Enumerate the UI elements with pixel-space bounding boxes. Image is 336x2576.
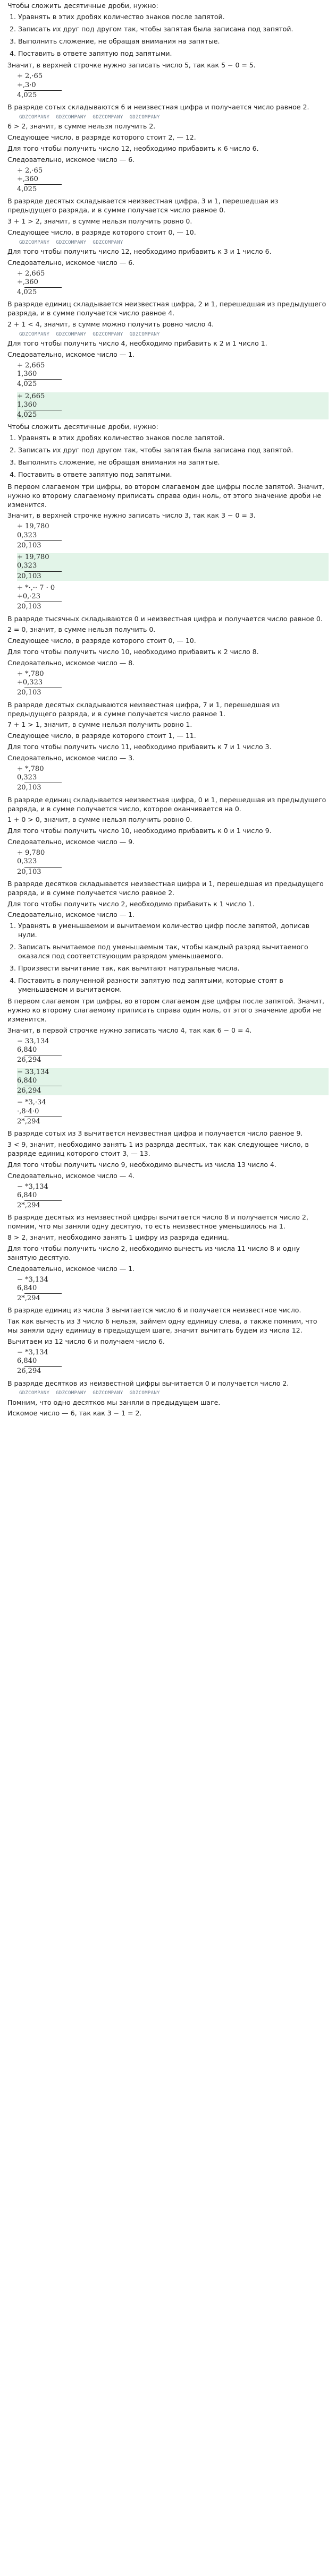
paragraph: Значит, в верхней строчке нужно записать число 3, так как 3 − 0 = 3. <box>7 511 256 520</box>
operand: + *,780 <box>17 669 44 678</box>
result: 26,294 <box>17 1087 41 1095</box>
result: 2*,294 <box>17 1201 40 1210</box>
watermark-row <box>19 114 329 121</box>
paragraph: Для того чтобы получить число 10, необходимо прибавить к 0 и 1 число 9. <box>7 827 272 835</box>
result: 4,025 <box>17 288 37 297</box>
watermark: GDZCOMPANY <box>93 114 123 120</box>
operand: 6,840 <box>17 1357 37 1366</box>
operand: 6,840 <box>17 1284 37 1292</box>
paragraph: Следовательно, искомое число — 9. <box>7 838 135 846</box>
watermark-row <box>19 1390 329 1396</box>
paragraph: Следовательно, искомое число — 8. <box>7 659 135 667</box>
watermark: GDZCOMPANY <box>93 239 123 245</box>
rule-item: 2. Записать вычитаемое под уменьшаемым так, чтобы каждый разряд вычитаемого оказался под соответствующим разрядом уменьшаемого. <box>18 943 329 961</box>
result: 20,103 <box>17 572 41 580</box>
watermark: GDZCOMPANY <box>19 114 50 120</box>
paragraph: В разряде единиц из числа 3 вычитается число 6 и получается неизвестное число. <box>7 1306 301 1315</box>
paragraph: Следующее число, в разряде которого стоит 1, — 11. <box>7 732 196 740</box>
paragraph: Для того чтобы получить число 2, необходимо вычесть из числа 11 число 8 и одну занятую десятую. <box>7 1244 300 1261</box>
rule-item: 4. Поставить в полученной разности запятую под запятыми, которые стоят в уменьшаемом и вычитаемом. <box>18 976 329 994</box>
watermark: GDZCOMPANY <box>19 332 50 338</box>
paragraph: Следовательно, искомое число — 1. <box>7 1264 135 1273</box>
operand: 6,840 <box>17 1046 37 1054</box>
paragraph: Значит, в первой строчке нужно записать число 4, так как 6 − 0 = 4. <box>7 1026 252 1035</box>
paragraph: Следовательно, искомое число — 6. <box>7 155 135 164</box>
operand: +,360 <box>17 175 38 183</box>
column-addition <box>17 72 329 100</box>
title: Чтобы сложить десятичные дроби, нужно: <box>7 2 158 10</box>
paragraph: Для того чтобы получить число 2, необходимо прибавить к 1 число 1. <box>7 899 255 908</box>
paragraph: 7 + 1 > 1, значит, в сумме нельзя получить ровно 1. <box>7 720 192 729</box>
result: 4,025 <box>17 185 37 194</box>
column-addition <box>17 167 329 194</box>
result: 20,103 <box>17 541 41 549</box>
paragraph: Следовательно, искомое число — 1. <box>7 350 135 359</box>
paragraph: Так как вычесть из 3 число 6 нельзя, займем одну единицу слева, а также помним, что мы заняли одну единицу в предыдущем шаге, значит вычитать будем из числа 12. <box>7 1317 317 1335</box>
operand: + 2,665 <box>17 392 45 400</box>
rule-item: 1. Уравнять в уменьшаемом и вычитаемом количество цифр после запятой, дописав нули. <box>18 922 329 940</box>
paragraph: В первом слагаемом три цифры, во втором слагаемом две цифры после запятой. Значит, нужно ко второму слагаемому приписать справа один ноль, от этого значение дроби не изменится. <box>7 997 324 1024</box>
result: 20,103 <box>17 689 41 697</box>
operand: +,360 <box>17 278 38 286</box>
operand: +0,·23 <box>17 593 40 601</box>
paragraph: В разряде десятых из неизвестной цифры вычитается число 8 и получается число 2, помним, что мы заняли одну десятую, то есть неизвестное уменьшилось на 1. <box>7 1213 308 1231</box>
paragraph: Следовательно, искомое число — 3. <box>7 754 135 762</box>
paragraph: В разряде тысячных складываются 0 и неизвестная цифра и получается число равное 0. <box>7 614 323 623</box>
rules-add-list-2 <box>7 434 329 479</box>
operand: + 9,780 <box>17 849 45 857</box>
result: 4,025 <box>17 411 37 419</box>
paragraph: Значит, в верхней строчке нужно записать число 5, так как 5 − 0 = 5. <box>7 61 256 70</box>
result: 20,103 <box>17 868 41 876</box>
watermark: GDZCOMPANY <box>56 332 87 338</box>
rules-add-list <box>7 13 329 58</box>
column-addition <box>17 270 329 297</box>
operand: + 2,665 <box>17 361 45 370</box>
operand: ·,8·4·0 <box>17 1107 39 1115</box>
operand: + 19,780 <box>17 522 49 531</box>
title-2: Чтобы сложить десятичные дроби, нужно: <box>7 423 158 431</box>
watermark: GDZCOMPANY <box>129 114 160 120</box>
column-addition <box>17 670 329 698</box>
paragraph: В разряде единиц складывается неизвестная цифра, 2 и 1, перешедшая из предыдущего разряда, и в сумме получается число равное 4. <box>7 300 326 317</box>
result: 20,103 <box>17 784 41 792</box>
operand: 0,323 <box>17 562 37 570</box>
operand: + *·,·· 7 · 0 <box>17 583 55 592</box>
column-addition <box>17 849 329 877</box>
column-addition <box>17 584 329 612</box>
rule-item: 3. Выполнить сложение, не обращая внимания на запятые. <box>18 37 329 46</box>
column-subtraction-highlighted <box>17 1068 329 1096</box>
paragraph: В первом слагаемом три цифры, во втором слагаемом две цифры после запятой. Значит, нужно ко второму слагаемому приписать справа один ноль, от этого значение дроби не изменится. <box>7 482 324 509</box>
paragraph: Следовательно, искомое число — 1. <box>7 911 135 919</box>
paragraph: 2 + 1 < 4, значит, в сумме можно получить ровно число 4. <box>7 320 214 329</box>
column-subtraction <box>17 1037 329 1065</box>
paragraph: Искомое число — 6, так как 3 − 1 = 2. <box>7 1409 142 1418</box>
column-subtraction <box>17 1276 329 1303</box>
column-subtraction <box>17 1349 329 1376</box>
result: 2*,294 <box>17 1294 40 1303</box>
watermark: GDZCOMPANY <box>56 239 87 245</box>
result: 4,025 <box>17 91 37 99</box>
rule-item: 1. Уравнять в этих дробях количество знаков после запятой. <box>18 13 329 22</box>
paragraph: Для того чтобы получить число 4, необходимо прибавить к 2 и 1 число 1. <box>7 339 267 348</box>
watermark: GDZCOMPANY <box>129 1390 160 1396</box>
rule-item: 1. Уравнять в этих дробях количество знаков после запятой. <box>18 434 329 443</box>
paragraph: В разряде десятков из неизвестной цифры вычитается 0 и получается число 2. <box>7 1379 289 1387</box>
paragraph: Для того чтобы получить число 12, необходимо прибавить к 3 и 1 число 6. <box>7 247 272 255</box>
operand: + *,780 <box>17 765 44 773</box>
paragraph: Следовательно, искомое число — 4. <box>7 1171 135 1180</box>
result: 26,294 <box>17 1367 41 1376</box>
paragraph: 8 > 2, значит, необходимо занять 1 цифру из разряда единиц. <box>7 1233 229 1242</box>
watermark: GDZCOMPANY <box>93 1390 123 1396</box>
watermark-row <box>19 239 329 246</box>
watermark: GDZCOMPANY <box>56 1390 87 1396</box>
operand: 0,323 <box>17 857 37 866</box>
operand: + 19,780 <box>17 553 49 562</box>
operand: 6,840 <box>17 1191 37 1199</box>
column-addition-highlighted <box>17 392 329 420</box>
result: 26,294 <box>17 1056 41 1064</box>
paragraph: Для того чтобы получить число 9, необходимо вычесть из числа 13 число 4. <box>7 1160 276 1169</box>
rule-item: 3. Произвести вычитание так, как вычитают натуральные числа. <box>18 964 329 973</box>
document-page <box>0 2 336 1418</box>
operand: − *3,·34 <box>17 1098 46 1107</box>
result: 20,103 <box>17 603 41 611</box>
operand: − 33,134 <box>17 1068 49 1076</box>
paragraph: В разряде десятков складывается неизвестная цифра и 1, перешедшая из предыдущего разряда, и в сумме получается число равное 2. <box>7 879 324 897</box>
operand: − 33,134 <box>17 1037 49 1045</box>
operand: 0,323 <box>17 774 37 782</box>
rule-item: 3. Выполнить сложение, не обращая внимания на запятые. <box>18 458 329 467</box>
operand: 1,360 <box>17 400 37 409</box>
column-addition <box>17 522 329 550</box>
column-subtraction <box>17 1098 329 1126</box>
watermark: GDZCOMPANY <box>56 114 87 120</box>
paragraph: Следовательно, искомое число — 6. <box>7 258 135 267</box>
rule-item: 2. Записать их друг под другом так, чтобы запятая была записана под запятой. <box>18 25 329 34</box>
paragraph: В разряде сотых из 3 вычитается неизвестная цифра и получается число равное 9. <box>7 1129 303 1138</box>
paragraph: 3 + 1 > 2, значит, в сумме нельзя получить ровно 0. <box>7 217 192 226</box>
rules-sub-list <box>7 922 329 994</box>
paragraph: Для того чтобы получить число 12, необходимо прибавить к 6 число 6. <box>7 144 259 152</box>
paragraph: Помним, что одно десятков мы заняли в предыдущем шаге. <box>7 1398 221 1406</box>
paragraph: В разряде единиц складывается неизвестная цифра, 0 и 1, перешедшая из предыдущего разряда, и в сумме получается число, которое оканчивается на 0. <box>7 795 326 813</box>
paragraph: 6 > 2, значит, в сумме нельзя получить 2. <box>7 122 156 131</box>
watermark: GDZCOMPANY <box>93 332 123 338</box>
paragraph: Для того чтобы получить число 10, необходимо прибавить к 2 число 8. <box>7 648 259 656</box>
paragraph: В разряде десятых складываются неизвестная цифра, 7 и 1, перешедшая из предыдущего разряда, и в сумме получается число равное 1. <box>7 700 280 718</box>
paragraph: Вычитаем из 12 число 6 и получаем число 6. <box>7 1337 165 1345</box>
rule-item: 4. Поставить в ответе запятую под запятыми. <box>18 49 329 58</box>
paragraph: Следующее число, в разряде которого стоит 0, — 10. <box>7 637 196 645</box>
operand: 1,360 <box>17 370 37 379</box>
result: 2*,294 <box>17 1117 40 1126</box>
rule-item: 2. Записать их друг под другом так, чтобы запятая была записана под запятой. <box>18 446 329 455</box>
operand: +,3·0 <box>17 81 36 89</box>
operand: 6,840 <box>17 1076 37 1085</box>
paragraph: 3 < 9, значит, необходимо занять 1 из разряда десятых, так как следующее число, в разряде единиц которого стоит 3, — 13. <box>7 1140 309 1157</box>
watermark-row <box>19 331 329 338</box>
operand: + 2,·65 <box>17 166 43 175</box>
paragraph: 1 + 0 > 0, значит, в сумме нельзя получить ровно 0. <box>7 815 192 824</box>
operand: +0,323 <box>17 679 43 687</box>
column-addition <box>17 765 329 793</box>
operand: 0,323 <box>17 531 37 539</box>
result: 4,025 <box>17 380 37 389</box>
paragraph: В разряде десятых складывается неизвестная цифра, 3 и 1, перешедшая из предыдущего разряда, и в сумме получается число равное 0. <box>7 197 279 214</box>
rule-item: 4. Поставить в ответе запятую под запятыми. <box>18 470 329 479</box>
column-addition-highlighted <box>17 553 329 581</box>
operand: − *3,134 <box>17 1182 48 1191</box>
paragraph: В разряде сотых складываются 6 и неизвестная цифра и получается число равное 2. <box>7 103 309 111</box>
column-addition <box>17 362 329 389</box>
paragraph: Для того чтобы получить число 11, необходимо прибавить к 7 и 1 число 3. <box>7 743 272 751</box>
watermark: GDZCOMPANY <box>19 1390 50 1396</box>
operand: − *3,134 <box>17 1275 48 1284</box>
operand: + 2,·65 <box>17 72 43 81</box>
column-subtraction <box>17 1183 329 1210</box>
operand: − *3,134 <box>17 1348 48 1356</box>
paragraph: 2 = 0, значит, в сумме нельзя получить 0. <box>7 625 156 634</box>
watermark: GDZCOMPANY <box>129 332 160 338</box>
paragraph: Следующее число, в разряде которого стоит 2, — 12. <box>7 133 196 141</box>
operand: + 2,665 <box>17 269 45 278</box>
watermark: GDZCOMPANY <box>19 239 50 245</box>
paragraph: Следующее число, в разряде которого стоит 0, — 10. <box>7 228 196 236</box>
